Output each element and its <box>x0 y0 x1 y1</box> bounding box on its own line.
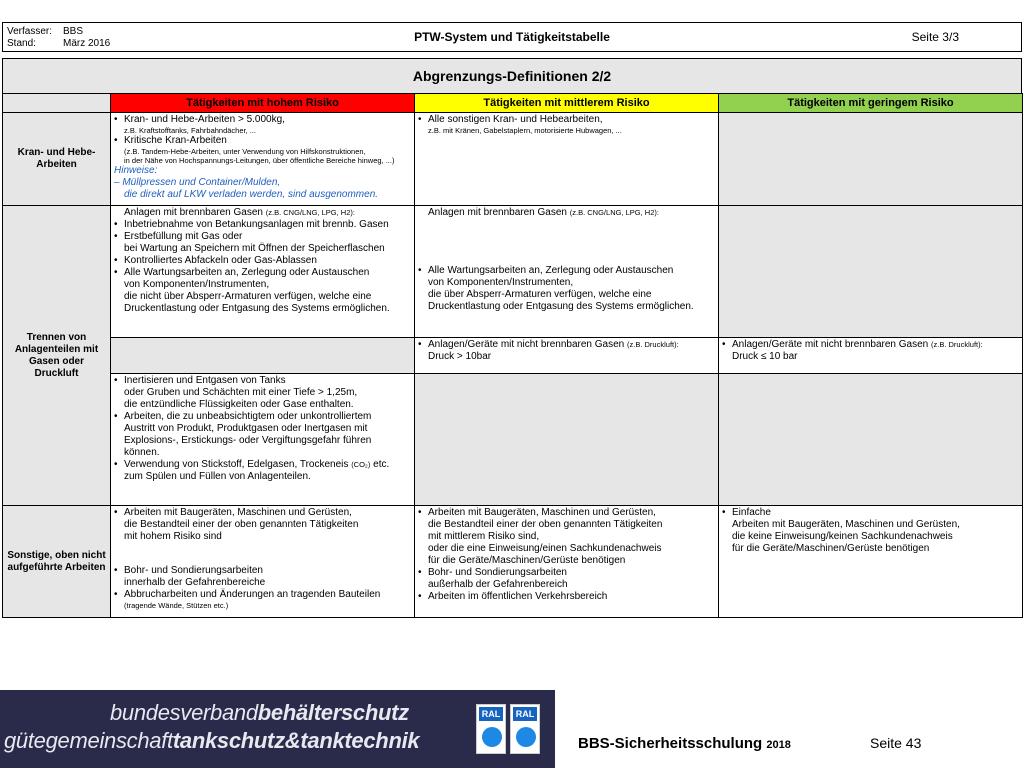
column-high-risk: Tätigkeiten mit hohem Risiko <box>111 94 415 113</box>
column-medium-risk: Tätigkeiten mit mittlerem Risiko <box>415 94 719 113</box>
list-item: • Anlagen/Geräte mit nicht brennbaren Gasen (z.B. Druckluft): Druck > 10bar <box>418 339 715 363</box>
date-value: März 2016 <box>63 38 111 49</box>
row-label-trennen: Trennen von Anlagenteilen mit Gasen oder Druckluft <box>3 206 111 506</box>
list-item: • Alle sonstigen Kran- und Hebearbeiten, z.B. mit Kränen, Gabelstaplern, motorisierte Hubwagen, ... <box>418 114 715 135</box>
slide-page-number: Seite 43 <box>870 735 922 751</box>
table-row <box>3 374 1023 506</box>
row-label-sonstige: Sonstige, oben nicht aufgeführte Arbeiten <box>3 506 111 618</box>
cell-sonstige-medium <box>415 506 719 618</box>
column-low-risk: Tätigkeiten mit geringem Risiko <box>719 94 1023 113</box>
list-item: • Bohr- und Sondierungsarbeiten außerhalb der Gefahrenbereich <box>418 567 715 591</box>
footer-banner <box>0 690 555 768</box>
table-row <box>3 113 1023 206</box>
seal-icon <box>516 727 536 747</box>
header-corner <box>3 94 111 113</box>
list-item: • Abbrucharbeiten und Änderungen an tragenden Bauteilen (tragende Wände, Stützen etc.) <box>114 589 411 610</box>
footer-line-2: gütegemeinschafttankschutz&tanktechnik <box>4 728 420 753</box>
cell-trennen-a-high: Anlagen mit brennbaren Gasen (z.B. CNG/LNG, LPG, H2): • Inbetriebnahme von Betankungsanlagen mit brennb. Gasen • Erstbefüllung mit Gas oder bei Wartung an Speichern mit Öffnen der Speicherflaschen • Kontrolliertes Abfackeln oder Gas-Ablassen • Alle Wartungsarbeiten an, Zerlegung oder Austauschen von Komponenten/Instrumenten, die nicht über Absperr-Armaturen verfügen, welche eine Druckentlastung oder Entgasung des Systems ermöglichen. <box>111 206 415 338</box>
author-label: Verfasser: <box>7 26 53 37</box>
list-item: • Arbeiten im öffentlichen Verkehrsbereich <box>418 591 715 603</box>
cell-kran-medium <box>415 113 719 206</box>
cell-trennen-c-medium <box>415 374 719 506</box>
ral-logo: RAL <box>476 704 506 754</box>
cell-trennen-b-medium <box>415 338 719 374</box>
definitions-table <box>2 93 1023 618</box>
list-item: • Anlagen/Geräte mit nicht brennbaren Gasen (z.B. Druckluft): Druck ≤ 10 bar <box>722 339 1019 363</box>
footer-line-1: bundesverbandbehälterschutz <box>110 700 409 725</box>
list-item: • Bohr- und Sondierungsarbeiten innerhalb der Gefahrenbereiche <box>114 565 411 589</box>
table-row <box>3 506 1023 618</box>
list-item: • Einfache Arbeiten mit Baugeräten, Maschinen und Gerüsten, die keine Einweisung/keinen Sachkundenachweis für die Geräte/Maschinen/Gerüste benötigen <box>722 507 1019 555</box>
cell-trennen-a-medium: Anlagen mit brennbaren Gasen (z.B. CNG/LNG, LPG, H2): • Alle Wartungsarbeiten an, Zerlegung oder Austauschen von Komponenten/Instrumenten, die über Absperr-Armaturen verfügen, welche eine Druckentlastung oder Entgasung des Systems ermöglichen. <box>415 206 719 338</box>
list-item: • Erstbefüllung mit Gas oder bei Wartung an Speichern mit Öffnen der Speicherflaschen <box>114 231 411 255</box>
list-item: • Verwendung von Stickstoff, Edelgasen, Trockeneis (CO₂) etc. zum Spülen und Füllen von Anlagenteilen. <box>114 459 411 483</box>
list-item: • Inbetriebnahme von Betankungsanlagen mit brennb. Gasen <box>114 219 411 231</box>
seal-icon <box>482 727 502 747</box>
cell-kran-high <box>111 113 415 206</box>
cell-sonstige-high <box>111 506 415 618</box>
list-item: • Kontrolliertes Abfackeln oder Gas-Ablassen <box>114 255 411 267</box>
table-row <box>3 206 1023 338</box>
section-title: Abgrenzungs-Definitionen 2/2 <box>2 58 1022 94</box>
list-item: • Kran- und Hebe-Arbeiten > 5.000kg, z.B. Kraftstofftanks, Fahrbahndächer, ... <box>114 114 411 135</box>
cell-trennen-b-low <box>719 338 1023 374</box>
training-title: BBS-Sicherheitsschulung 2018 <box>578 735 791 752</box>
header-title: PTW-System und Tätigkeitstabelle <box>414 30 610 44</box>
cell-kran-low <box>719 113 1023 206</box>
cell-trennen-c-high <box>111 374 415 506</box>
list-item: • Arbeiten mit Baugeräten, Maschinen und Gerüsten, die Bestandteil einer der oben genannten Tätigkeiten mit mittlerem Risiko sind, oder die eine Einweisung/einen Sachkundenachweis für die Geräte/Maschinen/Gerüste benötigen <box>418 507 715 567</box>
list-item: • Alle Wartungsarbeiten an, Zerlegung oder Austauschen von Komponenten/Instrumenten, die über Absperr-Armaturen verfügen, welche eine Druckentlastung oder Entgasung des Systems ermöglichen. <box>418 265 715 313</box>
ral-logo: RAL <box>510 704 540 754</box>
cell-trennen-b-high <box>111 338 415 374</box>
column-header-row <box>3 94 1023 113</box>
date-label: Stand: <box>7 38 36 49</box>
list-item: • Inertisieren und Entgasen von Tanks oder Gruben und Schächten mit einer Tiefe > 1,25m, die entzündliche Flüssigkeiten oder Gase enthalten. <box>114 375 411 411</box>
cell-trennen-c-low <box>719 374 1023 506</box>
cell-trennen-a-low <box>719 206 1023 338</box>
table-row <box>3 338 1023 374</box>
cell-sonstige-low <box>719 506 1023 618</box>
list-item: • Arbeiten, die zu unbeabsichtigtem oder unkontrolliertem Austritt von Produkt, Produktgasen oder Inertgasen mit Explosions-, Erstickungs- oder Vergiftungsgefahr führen können. <box>114 411 411 459</box>
list-item: • Arbeiten mit Baugeräten, Maschinen und Gerüsten, die Bestandteil einer der oben genannten Tätigkeiten mit hohem Risiko sind <box>114 507 411 543</box>
row-label-kran: Kran- und Hebe-Arbeiten <box>3 113 111 206</box>
list-item: • Kritische Kran-Arbeiten (z.B. Tandem-Hebe-Arbeiten, unter Verwendung von Hilfskonstruktionen, in der Nähe von Hochspannungs-Leitungen, über öffentliche Bereiche hinweg, ...) <box>114 135 411 165</box>
document-header <box>2 22 1022 52</box>
hint-note: Hinweise: – Müllpressen und Container/Mulden, die direkt auf LKW verladen werden, sind ausgenommen. <box>114 165 379 200</box>
header-page: Seite 3/3 <box>911 30 959 44</box>
list-item: • Alle Wartungsarbeiten an, Zerlegung oder Austauschen von Komponenten/Instrumenten, die nicht über Absperr-Armaturen verfügen, welche eine Druckentlastung oder Entgasung des Systems ermöglichen. <box>114 267 411 315</box>
author-value: BBS <box>63 26 84 37</box>
